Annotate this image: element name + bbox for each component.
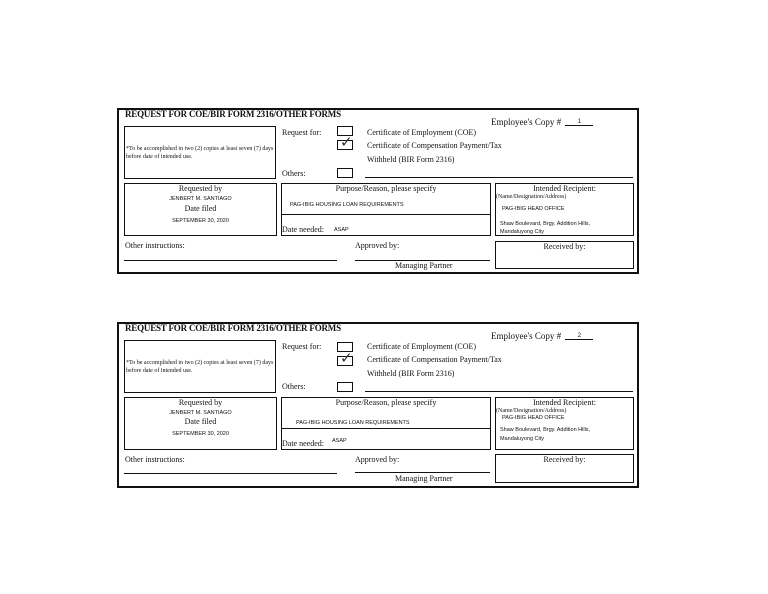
option-withheld: Withheld (BIR Form 2316) xyxy=(367,369,455,378)
approver-title: Managing Partner xyxy=(395,474,453,483)
recipient-address-line-1[interactable]: Shaw Boulevard, Brgy. Addition Hills, xyxy=(500,221,591,227)
recipient-hint: (Name/Designation/Address) xyxy=(496,408,567,414)
request-for-label: Request for: xyxy=(282,342,322,351)
recipient-address-line-1[interactable]: Shaw Boulevard, Brgy. Addition Hills, xyxy=(500,427,591,433)
request-for-label: Request for: xyxy=(282,128,322,137)
recipient-hint: (Name/Designation/Address) xyxy=(496,194,567,200)
date-filed-label: Date filed xyxy=(184,204,217,213)
recipient-address-line-2[interactable]: Mandaluyong City xyxy=(500,229,545,235)
date-filed-label: Date filed xyxy=(184,417,217,426)
purpose-box xyxy=(281,183,491,236)
approver-title: Managing Partner xyxy=(395,261,453,270)
purpose-label: Purpose/Reason, please specify xyxy=(335,398,437,407)
cert-comp-checkbox[interactable] xyxy=(337,133,353,151)
recipient-name[interactable]: PAG-IBIG HEAD OFFICE xyxy=(502,206,565,212)
approved-by-label: Approved by: xyxy=(355,455,400,464)
others-line[interactable] xyxy=(365,391,633,392)
date-filed-value[interactable]: SEPTEMBER 30, 2020 xyxy=(172,218,229,224)
option-coe: Certificate of Employment (COE) xyxy=(367,342,477,351)
check-mark-icon: ✓ xyxy=(340,349,353,367)
option-coe: Certificate of Employment (COE) xyxy=(367,128,477,137)
check-mark-icon: ✓ xyxy=(340,133,353,151)
employee-copy-label: Employee's Copy # xyxy=(491,331,562,341)
others-checkbox[interactable] xyxy=(337,382,353,392)
other-instructions-label: Other instructions: xyxy=(125,241,185,250)
requested-by-value[interactable]: JENBERT M. SANTIAGO xyxy=(169,196,232,202)
other-instructions-line[interactable] xyxy=(124,260,337,261)
option-withheld: Withheld (BIR Form 2316) xyxy=(367,155,455,164)
requested-by-value[interactable]: JENBERT M. SANTIAGO xyxy=(169,410,232,416)
date-needed-label: Date needed: xyxy=(282,225,324,234)
purpose-label: Purpose/Reason, please specify xyxy=(335,184,437,193)
other-instructions-line[interactable] xyxy=(124,473,337,474)
option-cert-comp: Certificate of Compensation Payment/Tax xyxy=(367,355,502,364)
intended-recipient-box xyxy=(495,183,634,236)
employee-copy-label: Employee's Copy # xyxy=(491,117,562,127)
approved-by-line[interactable] xyxy=(355,472,490,473)
other-instructions-label: Other instructions: xyxy=(125,455,185,464)
received-by-box[interactable] xyxy=(495,241,634,269)
employee-copy-number[interactable]: 2 xyxy=(565,333,593,340)
employee-copy-number[interactable]: 1 xyxy=(565,119,593,126)
recipient-address-line-2[interactable]: Mandaluyong City xyxy=(500,436,545,442)
instruction-note: *To be accomplished in two (2) copies at least seven (7) days before date of intended use. xyxy=(126,360,274,374)
purpose-divider xyxy=(282,214,490,215)
others-label: Others: xyxy=(282,169,306,178)
request-form-copy-2 xyxy=(117,322,639,488)
cert-comp-checkbox[interactable] xyxy=(337,349,353,367)
employee-copy xyxy=(491,117,593,127)
option-cert-comp: Certificate of Compensation Payment/Tax xyxy=(367,141,502,150)
purpose-divider xyxy=(282,428,490,429)
form-title: REQUEST FOR COE/BIR FORM 2316/OTHER FORMS xyxy=(125,109,341,119)
date-needed-value[interactable]: ASAP xyxy=(332,438,347,444)
others-line[interactable] xyxy=(365,177,633,178)
purpose-value[interactable]: PAG-IBIG HOUSING LOAN REQUIREMENTS xyxy=(290,202,404,208)
intended-recipient-box xyxy=(495,397,634,450)
requested-by-label: Requested by xyxy=(178,398,223,407)
date-filed-value[interactable]: SEPTEMBER 30, 2020 xyxy=(172,431,229,437)
date-needed-label: Date needed: xyxy=(282,439,324,448)
approved-by-label: Approved by: xyxy=(355,241,400,250)
intended-recipient-label: Intended Recipient: xyxy=(533,184,596,193)
purpose-box xyxy=(281,397,491,450)
form-title: REQUEST FOR COE/BIR FORM 2316/OTHER FORMS xyxy=(125,323,341,333)
received-by-box[interactable] xyxy=(495,454,634,483)
instruction-note-box xyxy=(124,340,276,393)
requested-by-label: Requested by xyxy=(178,184,223,193)
recipient-name[interactable]: PAG-IBIG HEAD OFFICE xyxy=(502,415,565,421)
date-needed-value[interactable]: ASAP xyxy=(334,227,349,233)
requested-by-box xyxy=(124,397,277,450)
request-form-copy-1 xyxy=(117,108,639,274)
others-checkbox[interactable] xyxy=(337,168,353,178)
purpose-value[interactable]: PAG-IBIG HOUSING LOAN REQUIREMENTS xyxy=(296,420,410,426)
received-by-label: Received by: xyxy=(543,242,586,251)
requested-by-box xyxy=(124,183,277,236)
received-by-label: Received by: xyxy=(543,455,586,464)
others-label: Others: xyxy=(282,382,306,391)
intended-recipient-label: Intended Recipient: xyxy=(533,398,596,407)
employee-copy xyxy=(491,331,593,341)
instruction-note: *To be accomplished in two (2) copies at least seven (7) days before date of intended use. xyxy=(126,146,274,160)
instruction-note-box xyxy=(124,126,276,179)
